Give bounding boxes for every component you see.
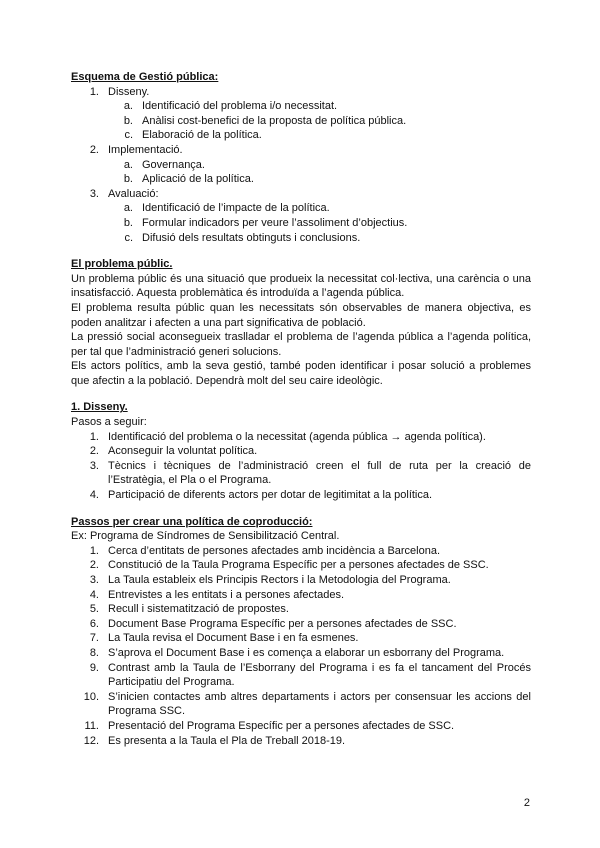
coproduction-intro: Ex: Programa de Síndromes de Sensibilització Central.	[71, 530, 340, 543]
design-steps-list	[71, 430, 531, 503]
list-item: 5. Recull i sistematització de propostes.	[89, 603, 289, 616]
problem-heading: El problema públic.	[71, 258, 173, 271]
schema-sublist-1	[71, 99, 531, 143]
list-item: 3. Tècnics i tècniques de l’administració creen el full de ruta per la creació de l’Estratègia, el Pla o el Programa.	[89, 459, 531, 487]
section-problem	[71, 257, 531, 388]
list-item: b. Anàlisi cost-benefici de la proposta de política pública.	[123, 114, 407, 127]
coproduction-heading: Passos per crear una política de coproducció:	[71, 515, 313, 528]
problem-paragraph-2: El problema resulta públic quan les necessitats són observables de manera objectiva, es poden analitzar i afecten a una part significativa de població.	[71, 301, 531, 329]
section-coproduction	[71, 515, 531, 749]
list-item: 9. Contrast amb la Taula de l’Esborrany del Programa i es fa el tancament del Procés Participatiu del Programa.	[89, 661, 531, 689]
section-schema	[71, 70, 531, 245]
list-item: 7. La Taula revisa el Document Base i en fa esmenes.	[89, 632, 359, 645]
list-item: 10. S’inicien contactes amb altres departaments i actors per consensuar les accions del Programa SSC.	[83, 690, 531, 718]
list-item: b. Aplicació de la política.	[123, 173, 254, 186]
list-item: 6. Document Base Programa Específic per a persones afectades de SSC.	[89, 617, 457, 630]
schema-list	[71, 85, 531, 246]
list-item: 4. Participació de diferents actors per dotar de legitimitat a la política.	[89, 489, 433, 502]
schema-item-2: 2. Implementació. a. Governança. b. Aplicació de la política.	[71, 143, 531, 187]
list-item: 11. Presentació del Programa Específic per a persones afectades de SSC.	[84, 719, 455, 732]
list-item: b. Formular indicadors per veure l’assoliment d’objectius.	[123, 216, 408, 229]
list-item: c. Elaboració de la política.	[124, 129, 262, 142]
list-item: 2. Constitució de la Taula Programa Específic per a persones afectades de SSC.	[89, 559, 489, 572]
schema-sublist-2	[71, 158, 531, 187]
spacer	[71, 245, 531, 257]
problem-paragraph-4: Els actors polítics, amb la seva gestió, també poden identificar i posar solució a problemes que afectin a la població. Dependrà molt del seu caire ideològic.	[71, 360, 531, 387]
list-item: 12. Es presenta a la Taula el Pla de Treball 2018-19.	[83, 734, 346, 747]
schema-sublist-3	[71, 201, 531, 245]
list-item: c. Difusió dels resultats obtinguts i conclusions.	[124, 231, 361, 244]
coproduction-steps-list	[71, 544, 531, 748]
problem-paragraph-3: La pressió social aconsegueix traslladar el problema de l’agenda pública a l’agenda política, per tal que l’administració generi solucions.	[71, 331, 531, 358]
list-item: 4. Entrevistes a les entitats i a persones afectades.	[89, 588, 345, 601]
spacer	[71, 503, 531, 515]
page-number: 2	[523, 797, 530, 809]
list-item: 3. La Taula estableix els Principis Rectors i la Metodologia del Programa.	[89, 574, 451, 586]
list-item: a. Identificació del problema i/o necessitat.	[123, 100, 338, 113]
design-heading: 1. Disseny.	[71, 401, 128, 414]
list-item: 2. Aconseguir la voluntat política.	[89, 445, 258, 458]
list-item: 8. S’aprova el Document Base i es comença a elaborar un esborrany del Programa.	[89, 646, 505, 659]
schema-item-1: 1. Disseny. a. Identificació del problema i/o necessitat. b. Anàlisi cost-benefici de la proposta de política pública. c. Elaboració de la política.	[71, 85, 531, 143]
problem-paragraph-1: Un problema públic és una situació que produeix la necessitat col·lectiva, una carència o una insatisfacció. Aquesta problemàtica és introduïda a l’agenda pública.	[71, 272, 531, 300]
schema-heading: Esquema de Gestió pública:	[71, 71, 219, 83]
spacer	[71, 388, 531, 400]
list-item: a. Governança.	[123, 158, 205, 171]
page-content	[71, 70, 531, 748]
design-intro: Pasos a seguir:	[71, 416, 147, 429]
list-item: 1. Identificació del problema o la necessitat (agenda pública → agenda política).	[89, 430, 486, 443]
list-item: 1. Cerca d’entitats de persones afectades amb incidència a Barcelona.	[89, 544, 441, 557]
schema-item-3: 3. Avaluació: a. Identificació de l’impacte de la política. b. Formular indicadors per veure l’assoliment d’objectius. c. Difusió dels resultats obtinguts i conclusions.	[71, 187, 531, 245]
list-item: a. Identificació de l’impacte de la política.	[123, 202, 330, 215]
section-design	[71, 400, 531, 502]
